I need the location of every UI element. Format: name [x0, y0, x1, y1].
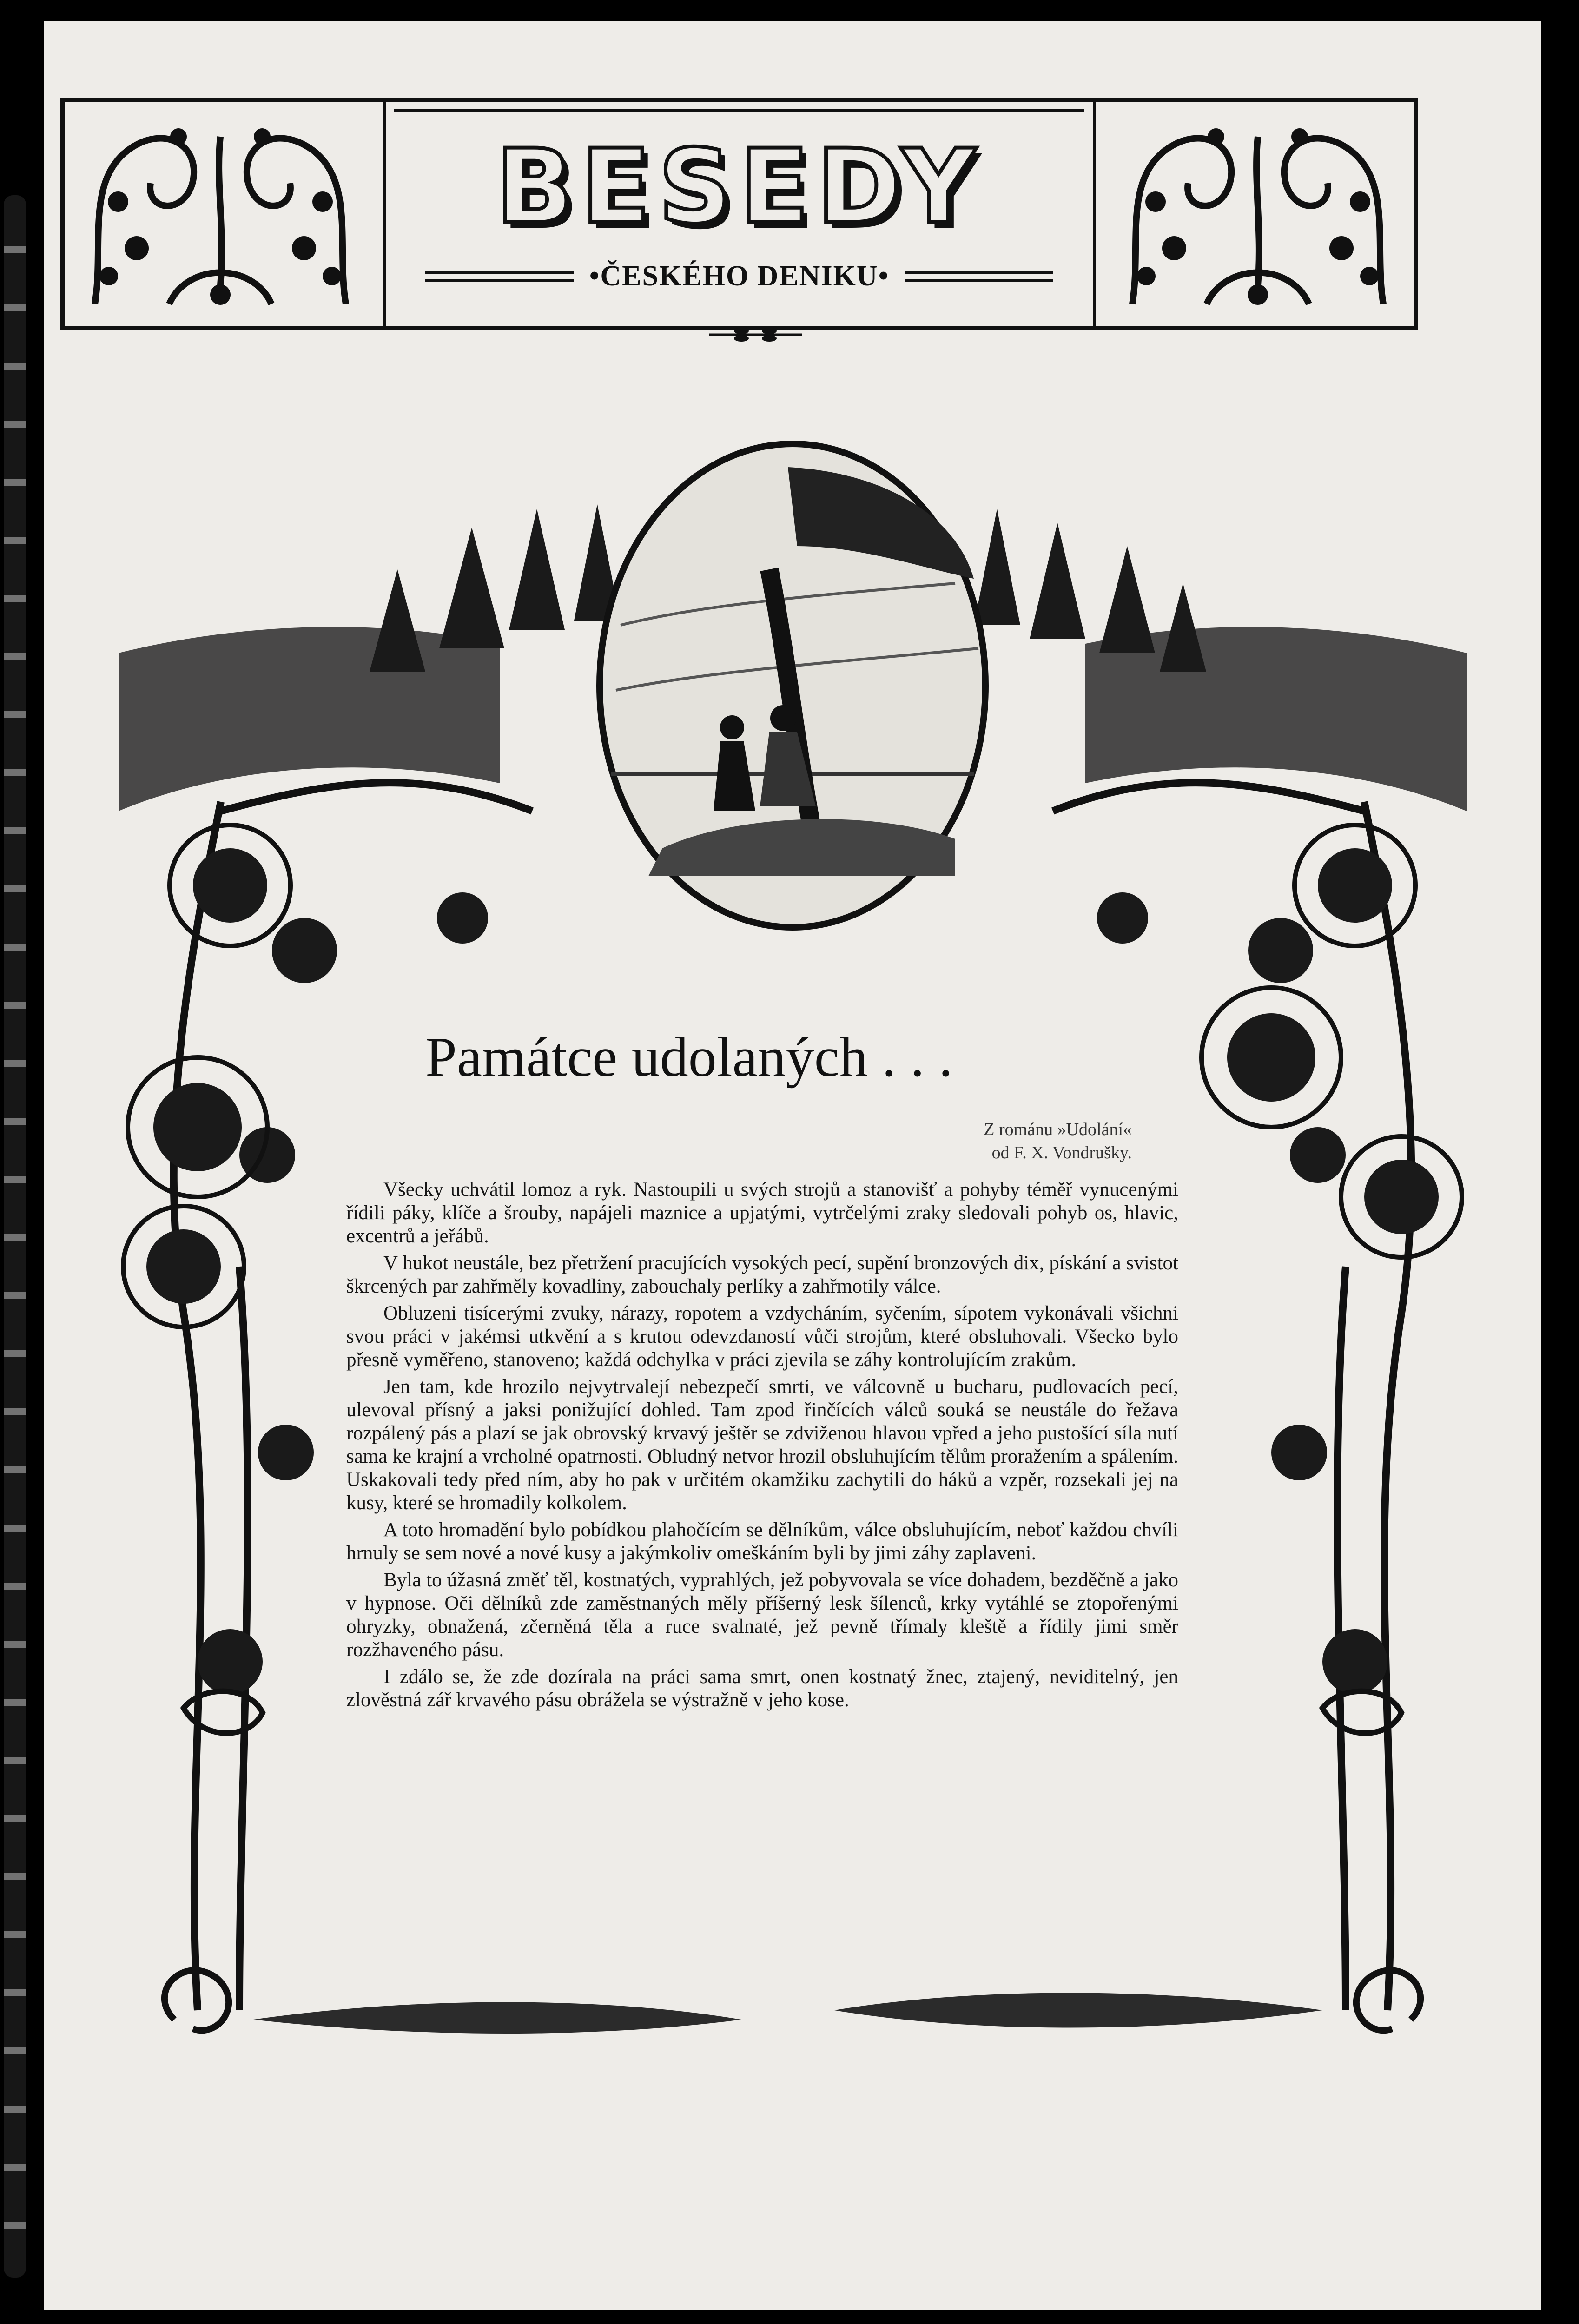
paragraph: A toto hromadění bylo pobídkou plahočícím se dělníkům, válce obsluhujícím, neboť každou chvíli hrnuly se sem nové a nové kusy a jakýmkoliv omeškáním byli by jimi záhy zaplaveni. [346, 1519, 1178, 1564]
floral-ornament-icon [76, 109, 364, 318]
paragraph: Byla to úžasná změť těl, kostnatých, vyprahlých, jež pobyvovala se více dohadem, bezděčně a jako v hypnose. Oči dělníků zde zaměstnaných měly příšerný lesk šílenců, krky vytáhlé se ztopořenými ohryzky, obnažená, zčerněná těla a ruce svalnaté, jež pevně třímaly kleště a řídily jimi směr rozžhaveného pásu. [346, 1569, 1178, 1661]
masthead-divider-ornament-icon [709, 325, 802, 344]
paragraph: Všecky uchvátil lomoz a ryk. Nastoupili u svých strojů a stanovišť a pohyby téměř vynucenými řídili páky, klíče a šrouby, napájeli maznice a upjatými, vytrčelými zraky sledovali pohyb os, hlavic, excentrů a jeřábů. [346, 1179, 1178, 1247]
article-body [346, 1178, 1178, 1716]
masthead [60, 98, 1418, 330]
masthead-title: BESEDY [496, 127, 983, 246]
binding-edge [0, 0, 44, 2324]
rule-right [905, 271, 1053, 282]
oval-vignette-icon [600, 444, 985, 927]
paragraph: V hukot neustále, bez přetržení pracujících vysokých pecí, supění bronzových dix, pískání a svistot škrcených par zahřměly kovadliny, zabouchaly perlíky a zahřmotily válce. [346, 1252, 1178, 1297]
wheat-sheaf-icon [253, 1993, 1322, 2034]
paragraph: I zdálo se, že zde dozírala na práci sama smrt, onen kostnatý žnec, ztajený, neviditelný, jen zlověstná zář krvavého pásu obrážela se výstražně v jeho kose. [346, 1666, 1178, 1711]
rule-left [425, 271, 574, 282]
source-line-1: Z románu »Udolání« [984, 1120, 1132, 1139]
floral-ornament-icon [1114, 109, 1402, 318]
paragraph: Obluzeni tisícerými zvuky, nárazy, ropotem a vzdycháním, syčením, sípotem vykonávali všichni svou práci v jakémsi utkvění a s krutou odevzdaností vůči strojům, které obsluhovali. Všecko bylo přesně vyměřeno, stanoveno; každá odchylka v práci zjevila se záhy kontrolujícím zrakům. [346, 1302, 1178, 1371]
article-source [984, 1118, 1132, 1164]
article-heading: Památce udolaných . . . [425, 1026, 953, 1089]
source-line-2: od F. X. Vondrušky. [991, 1143, 1132, 1162]
binding-holes [4, 195, 26, 2278]
masthead-subtitle-row [425, 260, 1053, 293]
masthead-title-panel [383, 102, 1096, 326]
masthead-subtitle: •ČESKÉHO DENIKU• [589, 260, 890, 292]
paragraph: Jen tam, kde hrozilo nejvytrvalejí nebezpečí smrti, ve válcovně u bucharu, pudlovacích pecí, ulevoval přísný a jaksi ponižující dohled. Tam zpod řinčících válců souká se neustále do řežava rozpálený pás a plazí se jak obrovský krvavý ještěr se zdviženou hlavou vpřed a jeho pustošící síla nutí sama ke krajní a vrcholné opatrnosti. Obludný netvor hrozil obsluhujícím tělům proražením a spálením. Uskakovali tedy před ním, aby ho pak v určitém okamžiku zachytili do háků a vzpěr, rozsekali jej na kusy, které se hromadily kolkolem. [346, 1376, 1178, 1514]
newspaper-page [44, 21, 1541, 2310]
